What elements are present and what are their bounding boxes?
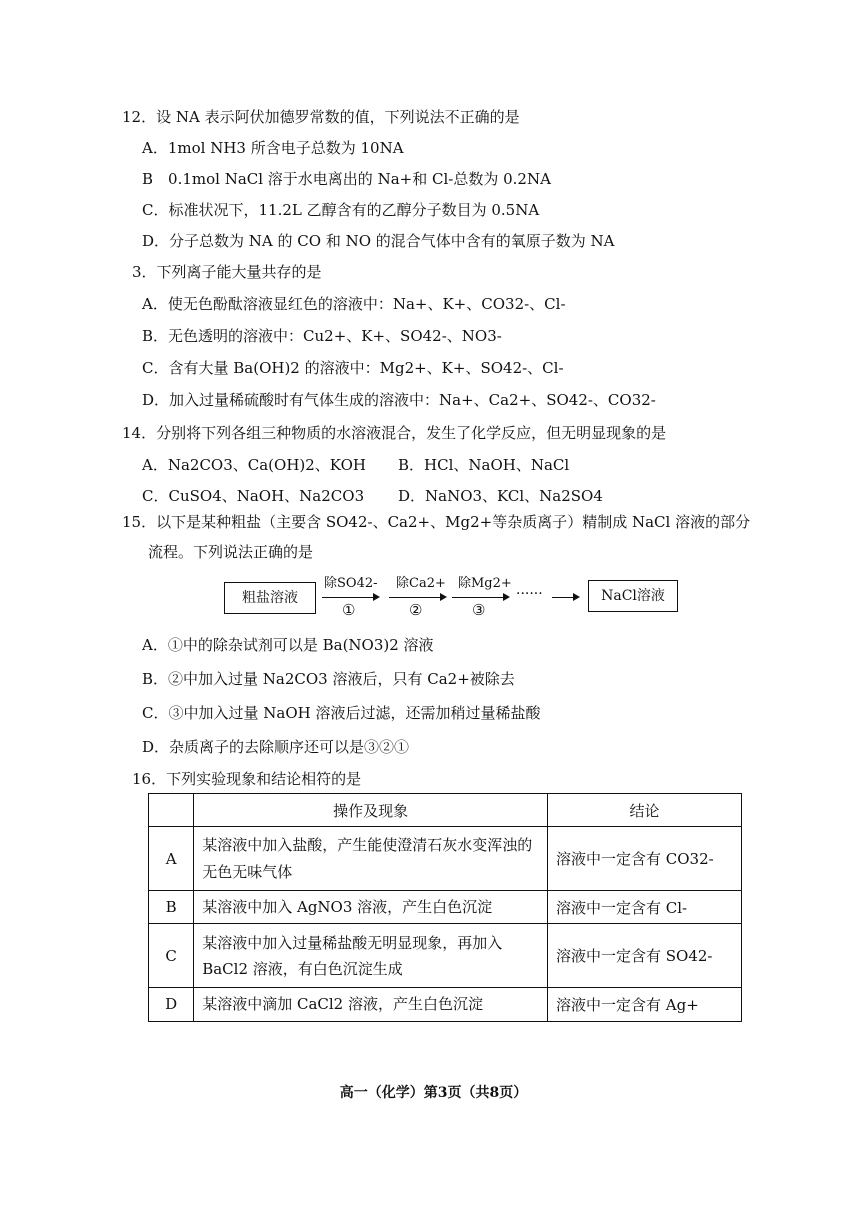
header-operation: 操作及现象 xyxy=(194,794,548,827)
q13-option-c: C．含有大量 Ba(OH)2 的溶液中：Mg2+、K+、SO42-、Cl- xyxy=(142,359,564,377)
row-operation: 某溶液中加入过量稀盐酸无明显现象，再加入 BaCl2 溶液，有白色沉淀生成 xyxy=(194,924,548,988)
row-label: B xyxy=(149,891,194,924)
q15-option-d: D．杂质离子的去除顺序还可以是③②① xyxy=(142,738,410,756)
q15-option-b: B．②中加入过量 Na2CO3 溶液后，只有 Ca2+被除去 xyxy=(142,670,515,688)
flow-arrow-1 xyxy=(322,597,378,598)
row-label: A xyxy=(149,827,194,891)
q12-option-d: D．分子总数为 NA 的 CO 和 NO 的混合气体中含有的氧原子数为 NA xyxy=(142,232,615,250)
q16-stem: 16．下列实验现象和结论相符的是 xyxy=(132,770,362,788)
table-row xyxy=(149,988,742,1021)
q13-option-a: A．使无色酚酞溶液显红色的溶液中：Na+、K+、CO32-、Cl- xyxy=(142,295,566,313)
flow-arrow-2 xyxy=(389,597,445,598)
q15-option-c: C．③中加入过量 NaOH 溶液后过滤，还需加稍过量稀盐酸 xyxy=(142,704,541,722)
row-label: C xyxy=(149,924,194,988)
flow-step3-number: ③ xyxy=(472,601,486,619)
table-header-row xyxy=(149,794,742,827)
row-conclusion: 溶液中一定含有 Ag+ xyxy=(548,988,742,1021)
row-operation: 某溶液中加入 AgNO3 溶液，产生白色沉淀 xyxy=(194,891,548,924)
flow-step2-number: ② xyxy=(409,601,423,619)
flow-step1-label: 除SO42- xyxy=(324,576,378,591)
flow-step3-label: 除Mg2+ xyxy=(458,576,512,591)
q14-stem: 14．分别将下列各组三种物质的水溶液混合，发生了化学反应，但无明显现象的是 xyxy=(122,424,667,442)
flow-arrow-3 xyxy=(452,597,508,598)
page-footer: 高一（化学）第3页（共8页） xyxy=(339,1085,528,1101)
q12-stem: 12．设 NA 表示阿伏加德罗常数的值，下列说法不正确的是 xyxy=(122,108,520,126)
q12-option-c: C．标准状况下，11.2L 乙醇含有的乙醇分子数目为 0.5NA xyxy=(142,201,540,219)
q14-option-d: D．NaNO3、KCl、Na2SO4 xyxy=(398,487,603,505)
row-label: D xyxy=(149,988,194,1021)
flow-step1-number: ① xyxy=(342,601,356,619)
flow-step2-label: 除Ca2+ xyxy=(396,576,446,591)
table-row xyxy=(149,827,742,891)
row-conclusion: 溶液中一定含有 SO42- xyxy=(548,924,742,988)
q14-option-a: A．Na2CO3、Ca(OH)2、KOH xyxy=(142,456,366,474)
q13-option-b: B．无色透明的溶液中：Cu2+、K+、SO42-、NO3- xyxy=(142,327,502,345)
q15-stem: 15．以下是某种粗盐（主要含 SO42-、Ca2+、Mg2+等杂质离子）精制成 NaCl 溶液的部分 xyxy=(122,513,751,531)
row-operation: 某溶液中滴加 CaCl2 溶液，产生白色沉淀 xyxy=(194,988,548,1021)
experiment-table xyxy=(148,793,742,1022)
q15-option-a: A．①中的除杂试剂可以是 Ba(NO3)2 溶液 xyxy=(142,636,434,654)
q14-option-b: B．HCl、NaOH、NaCl xyxy=(398,456,570,474)
table-row xyxy=(149,924,742,988)
flow-arrow-4 xyxy=(552,597,578,598)
flow-end-box: NaCl溶液 xyxy=(588,580,678,612)
q15-stem-continued: 流程。下列说法正确的是 xyxy=(148,543,314,561)
q13-option-d: D．加入过量稀硫酸时有气体生成的溶液中：Na+、Ca2+、SO42-、CO32- xyxy=(142,391,656,409)
q14-option-c: C．CuSO4、NaOH、Na2CO3 xyxy=(142,487,365,505)
row-conclusion: 溶液中一定含有 CO32- xyxy=(548,827,742,891)
table-row xyxy=(149,891,742,924)
purification-flowchart xyxy=(224,576,684,624)
q12-option-a: A．1mol NH3 所含电子总数为 10NA xyxy=(142,139,404,157)
header-label-cell xyxy=(149,794,194,827)
row-conclusion: 溶液中一定含有 Cl- xyxy=(548,891,742,924)
flow-ellipsis: ······ xyxy=(516,586,543,602)
q13-stem: 3．下列离子能大量共存的是 xyxy=(132,263,322,281)
flow-start-box: 粗盐溶液 xyxy=(224,582,316,614)
header-conclusion: 结论 xyxy=(548,794,742,827)
row-operation: 某溶液中加入盐酸，产生能使澄清石灰水变浑浊的无色无味气体 xyxy=(194,827,548,891)
q12-option-b: B 0.1mol NaCl 溶于水电离出的 Na+和 Cl-总数为 0.2NA xyxy=(142,170,551,188)
